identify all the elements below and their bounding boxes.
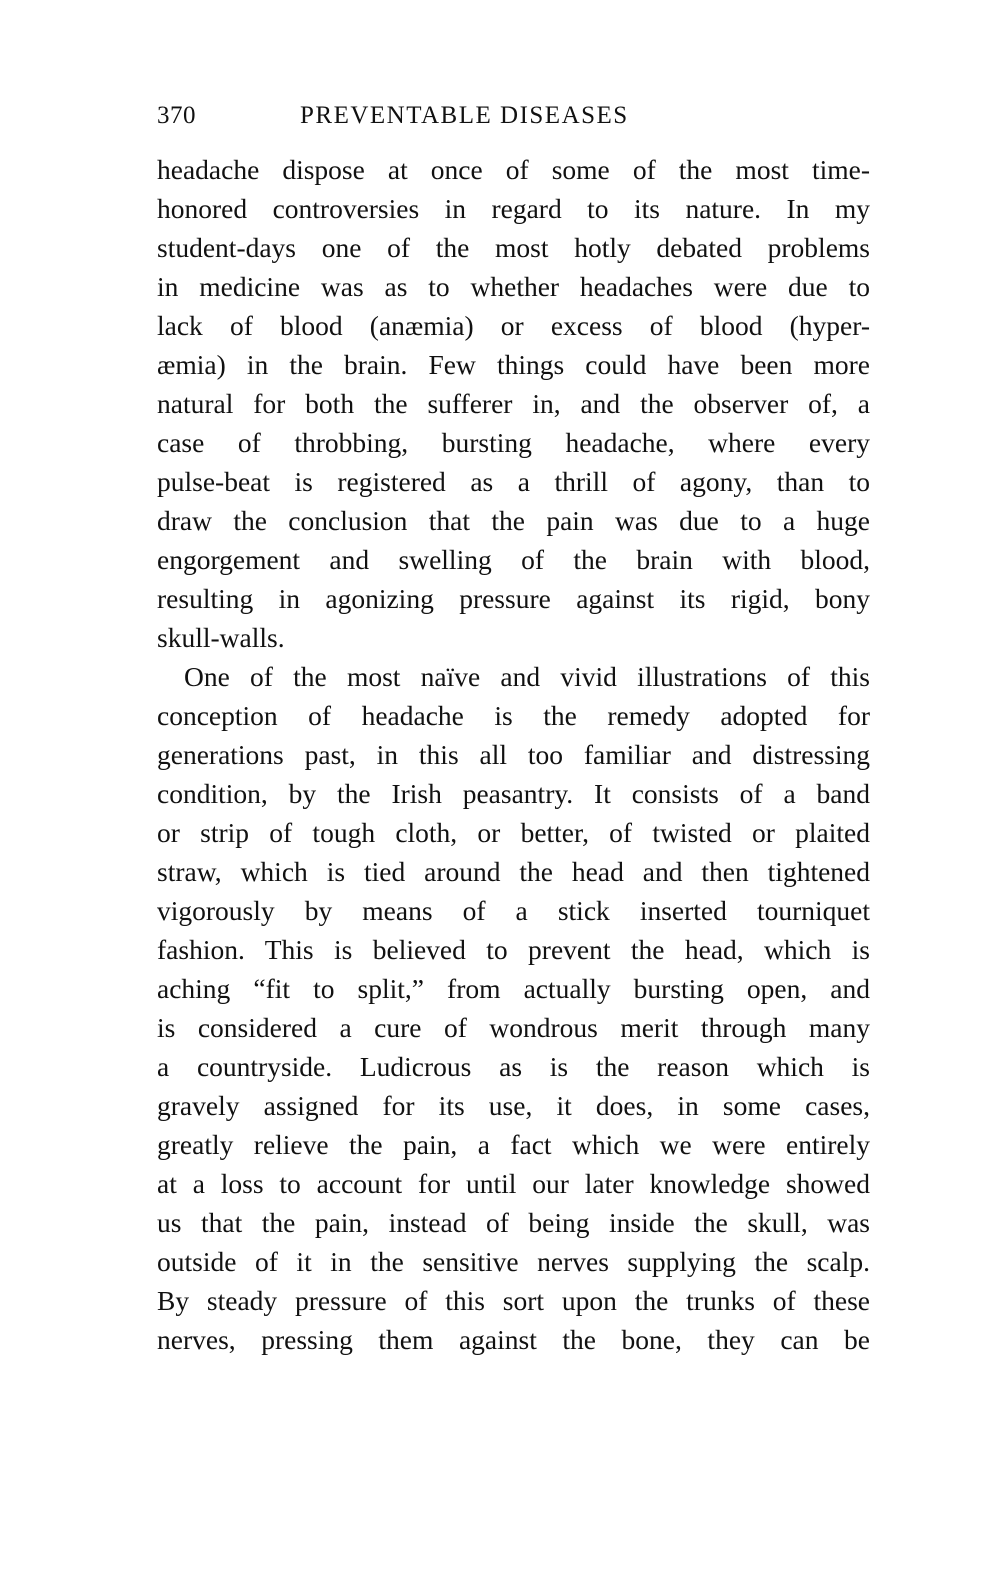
text-line: straw, which is tied around the head and then tightened (157, 856, 870, 887)
text-line: pulse-beat is registered as a thrill of agony, than to (157, 466, 870, 497)
text-line: a countryside. Ludicrous as is the reason which is (157, 1051, 870, 1082)
text-line: nerves, pressing them against the bone, they can be (157, 1324, 870, 1355)
page-number: 370 (157, 102, 196, 129)
text-line: natural for both the sufferer in, and the observer of, a (157, 388, 870, 419)
text-line: By steady pressure of this sort upon the trunks of these (157, 1285, 870, 1316)
text-line: resulting in agonizing pressure against its rigid, bony (157, 583, 870, 614)
text-line: greatly relieve the pain, a fact which we were entirely (157, 1129, 870, 1160)
paragraph-2 (157, 657, 870, 1359)
paragraph-1 (157, 150, 870, 657)
text-line: draw the conclusion that the pain was due to a huge (157, 505, 870, 536)
text-line: gravely assigned for its use, it does, in some cases, (157, 1090, 870, 1121)
text-line: case of throbbing, bursting headache, where every (157, 427, 870, 458)
text-line: honored controversies in regard to its nature. In my (157, 193, 870, 224)
text-line: vigorously by means of a stick inserted tourniquet (157, 895, 870, 926)
text-line: fashion. This is believed to prevent the head, which is (157, 934, 870, 965)
text-line: One of the most naïve and vivid illustrations of this (184, 661, 870, 692)
text-line: lack of blood (anæmia) or excess of blood (hyper- (157, 310, 870, 341)
text-line: is considered a cure of wondrous merit through many (157, 1012, 870, 1043)
text-line: in medicine was as to whether headaches were due to (157, 271, 870, 302)
text-line: generations past, in this all too familiar and distressing (157, 739, 870, 770)
text-line: condition, by the Irish peasantry. It consists of a band (157, 778, 870, 809)
text-line: headache dispose at once of some of the most time- (157, 154, 870, 185)
text-line: æmia) in the brain. Few things could have been more (157, 349, 870, 380)
text-line: student-days one of the most hotly debated problems (157, 232, 870, 263)
text-line: skull-walls. (157, 622, 285, 653)
text-line: conception of headache is the remedy adopted for (157, 700, 870, 731)
running-head (157, 98, 870, 134)
text-line: engorgement and swelling of the brain with blood, (157, 544, 870, 575)
text-line: us that the pain, instead of being inside the skull, was (157, 1207, 870, 1238)
body-text (157, 150, 870, 1359)
running-title: PREVENTABLE DISEASES (300, 102, 629, 129)
text-line: or strip of tough cloth, or better, of twisted or plaited (157, 817, 870, 848)
text-line: aching “fit to split,” from actually bursting open, and (157, 973, 870, 1004)
text-line: outside of it in the sensitive nerves supplying the scalp. (157, 1246, 870, 1277)
text-line: at a loss to account for until our later knowledge showed (157, 1168, 870, 1199)
